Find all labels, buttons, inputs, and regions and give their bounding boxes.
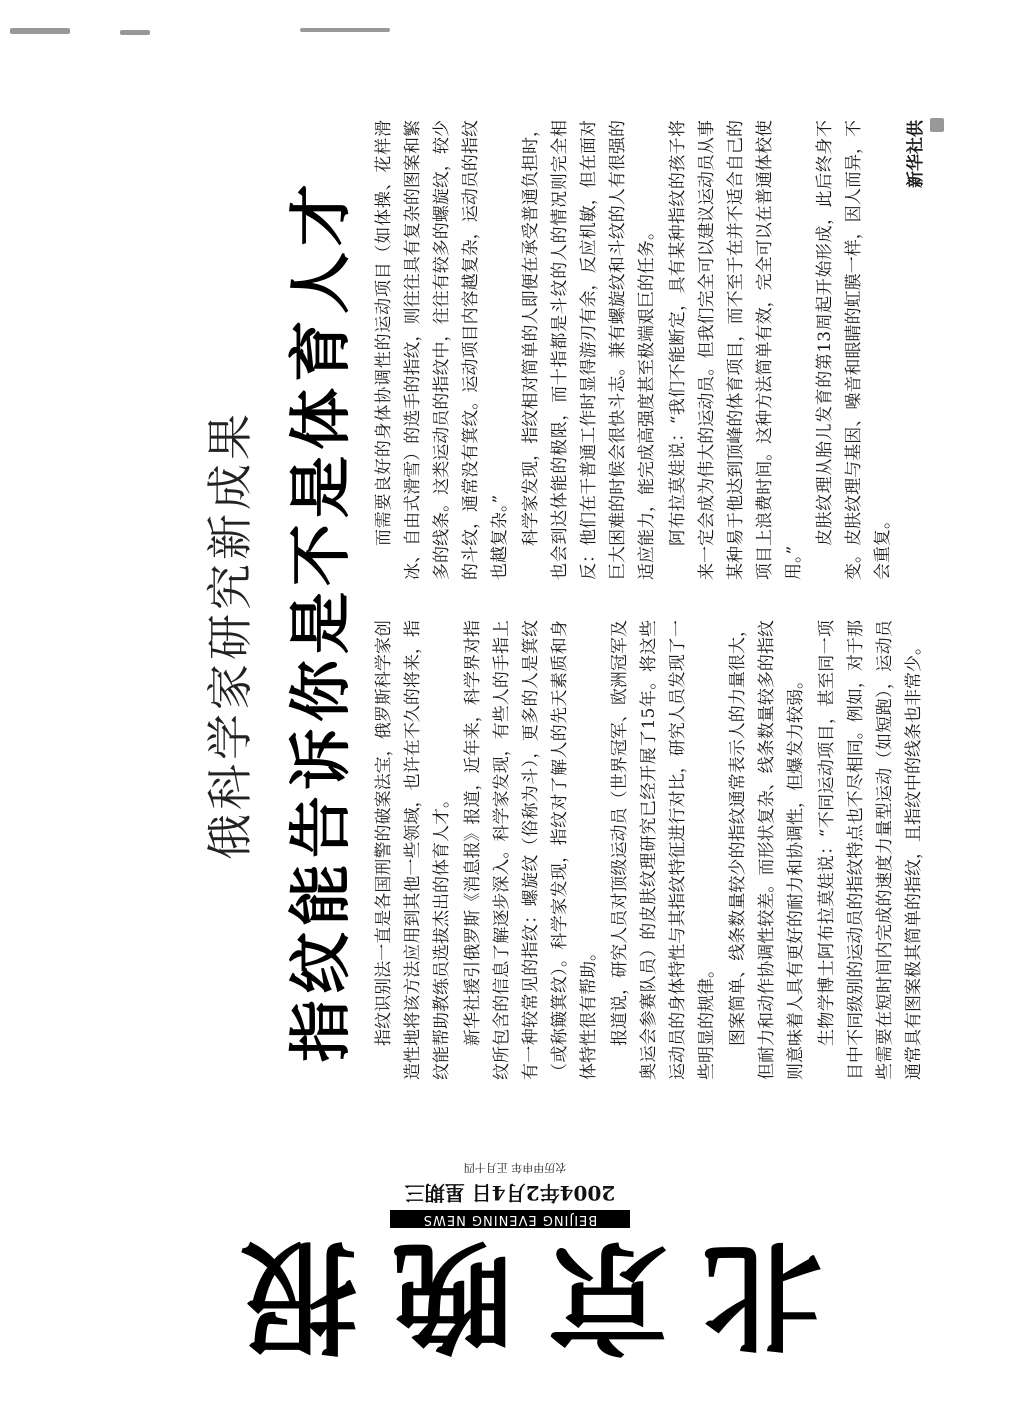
scan-speck [300, 28, 390, 32]
paragraph: 阿布拉莫娃说：“我们不能断定，具有某种指纹的孩子将来一定会成为伟大的运动员。但我们完全可以建议运动员从事某种易于他达到顶峰的体育项目，而不至于在并不适合自己的项目上浪费时间。这种方法简单有效，完全可以在普通体校使用。” [668, 120, 804, 580]
logo-character: 北 [702, 1225, 823, 1366]
paragraph: 而需要良好的身体协调性的运动项目（如体操、花样滑冰、自由式滑雪）的选手的指纹，则往往具有复杂的图案和繁多的线条。这类运动员的指纹中，往往有较多的螺旋纹，较少的斗纹，通常没有箕纹。运动项目内容越复杂，运动员的指纹也越复杂。” [374, 120, 510, 580]
scan-speck [10, 28, 70, 34]
masthead-calligraphy-logo [220, 1225, 840, 1380]
article-body [370, 120, 926, 1080]
masthead-date: 2004年2月4日 星期三 [404, 1181, 616, 1205]
article-column-2 [370, 120, 931, 580]
logo-character: 晚 [392, 1225, 513, 1366]
paragraph: 指纹识别法一直是各国刑警的破案法宝，俄罗斯科学家创造性地将该方法应用到其他一些领域，也许在不久的将来，指纹能帮助教练员选拔杰出的体育人才。 [374, 620, 452, 1080]
logo-character: 报 [237, 1225, 358, 1366]
article-signature: 新华社供 [906, 120, 926, 188]
scan-speck [930, 118, 944, 132]
scan-speck [120, 30, 150, 35]
paragraph: 科学家发现，指纹相对简单的人即便在承受普通负担时，也会到达体能的极限，而十指都是斗纹的人的情况则完全相反：他们在干普通工作时显得游刃有余，反应机敏，但在面对巨大困难的时候会很快斗志。兼有螺旋纹和斗纹的人有很强的适应能力，能完成高强度甚至极端艰巨的任务。 [521, 120, 657, 580]
article-subtitle: 俄科学家研究新成果 [203, 410, 257, 860]
article-column-1 [370, 620, 931, 1080]
paragraph: 报道说，研究人员对顶级运动员（世界冠军、欧洲冠军及奥运会参赛队员）的皮肤纹理研究已经开展了15年。将这些运动员的身体特性与其指纹特征进行对比，研究人员发现了一些明显的规律。 [610, 620, 717, 1080]
paragraph: 生物学博士阿布拉莫娃说：“不同运动项目，甚至同一项目中不同级别的运动员的指纹特点也不尽相同。例如，对于那些需要在短时间内完成的速度力量型运动（如短跑），运动员通常具有图案极其简单的指纹，且指纹中的线条也非常少。 [817, 620, 924, 1080]
paragraph: 新华社援引俄罗斯《消息报》报道，近年来，科学界对指纹所包含的信息了解逐步深入。科学家发现，有些人的手指上有一种较常见的指纹：螺旋纹（俗称为斗），更多的人是箕纹（或称簸箕纹）。科学家发现，指纹对了解人的先天素质和身体特性很有帮助。 [463, 620, 599, 1080]
article [170, 100, 930, 1100]
article-headline: 指纹能告诉你是不是体育人才 [284, 178, 357, 1063]
newspaper-masthead [160, 1110, 860, 1390]
masthead-lunar-date: 农历甲申年 正月十四 [463, 1161, 567, 1174]
masthead-english-banner: BEIJING EVENING NEWS [390, 1210, 630, 1228]
logo-character: 京 [547, 1225, 668, 1366]
paragraph: 皮肤纹理从胎儿发育的第13周起开始形成，此后终身不变。皮肤纹理与基因、噪音和眼睛的虹膜一样，因人而异，不会重复。 [815, 120, 893, 580]
paragraph: 图案简单、线条数量较少的指纹通常表示人的力量很大，但耐力和动作协调性较差。而形状复杂、线条数量较多的指纹则意味着人具有更好的耐力和协调性，但爆发力较弱。 [728, 620, 806, 1080]
